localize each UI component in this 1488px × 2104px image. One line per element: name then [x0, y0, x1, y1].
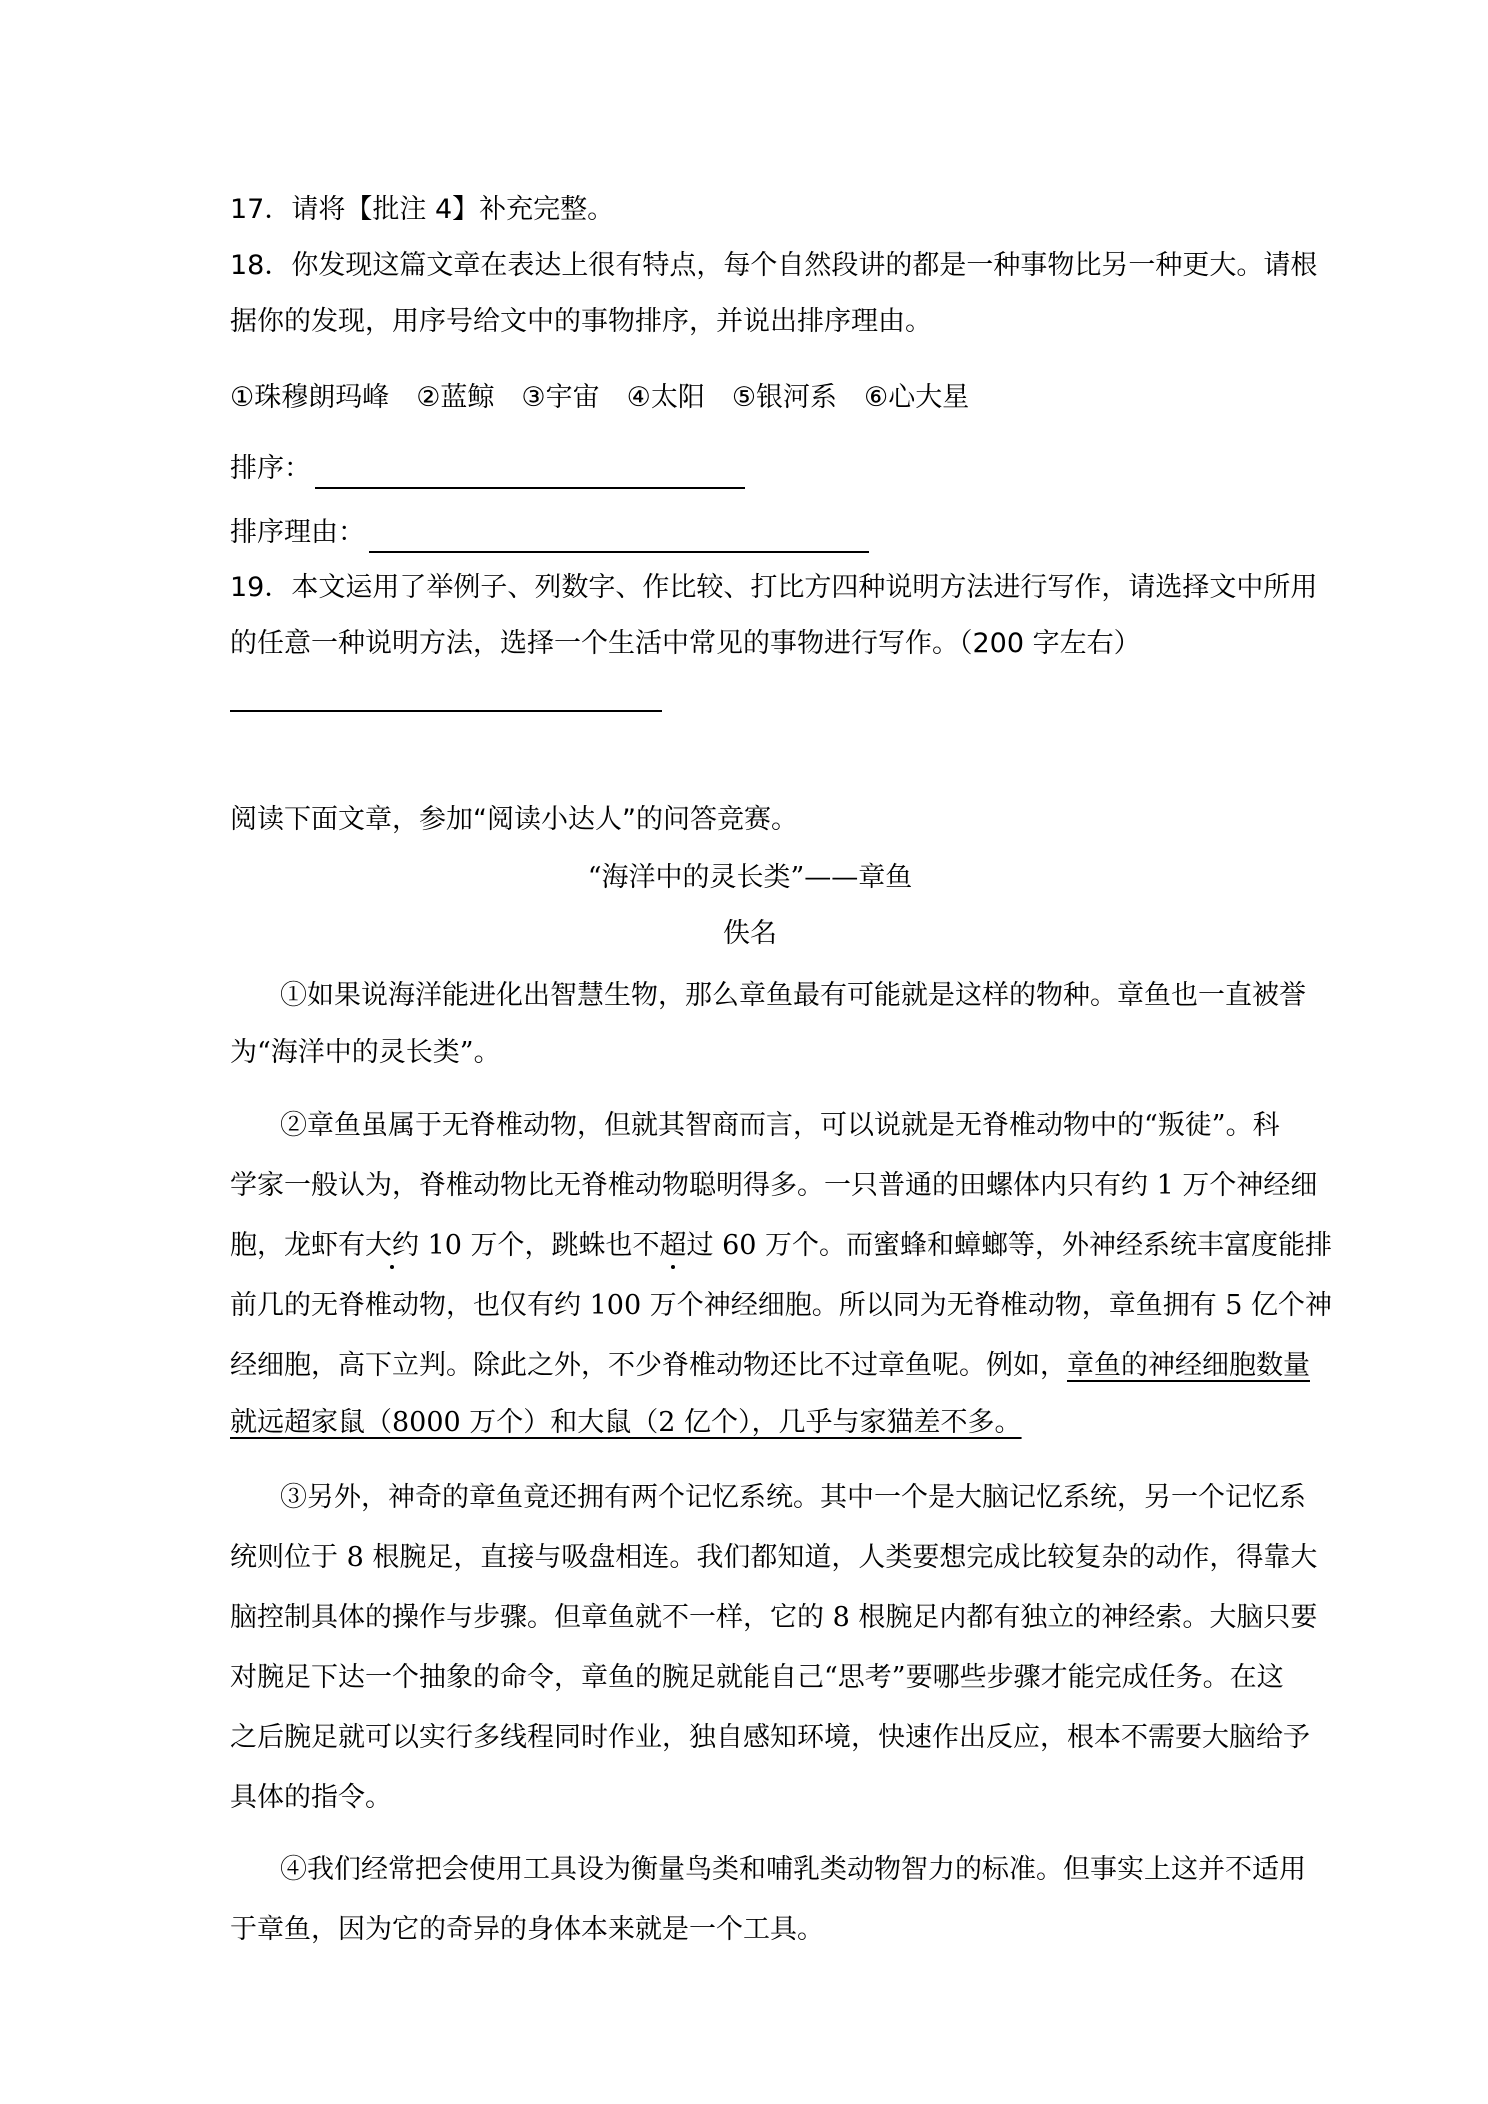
p2-l3-part-c: 60 万个。而蜜蜂和蟑螂等，外神经系统丰富度能排: [713, 1230, 1333, 1261]
article-author: 佚名: [723, 918, 777, 949]
paragraph-2-line-5: [230, 1346, 1310, 1386]
p2-l3-part-b: 10 万个，跳蛛也: [419, 1230, 633, 1261]
paragraph-3-line-5: 之后腕足就可以实行多线程同时作业，独自感知环境，快速作出反应，根本不需要大脑给予: [230, 1722, 1310, 1753]
paragraph-3-line-6: 具体的指令。: [230, 1782, 392, 1813]
question-17: 17．请将【批注 4】补充完整。: [230, 194, 615, 225]
question-18-line-1: 18．你发现这篇文章在表达上很有特点，每个自然段讲的都是一种事物比另一种更大。请根: [230, 250, 1318, 281]
paragraph-3-line-1: ③另外，神奇的章鱼竟还拥有两个记忆系统。其中一个是大脑记忆系统，另一个记忆系: [280, 1482, 1306, 1513]
paragraph-2-line-1: ②章鱼虽属于无脊椎动物，但就其智商而言，可以说就是无脊椎动物中的“叛徒”。科: [280, 1110, 1280, 1141]
underlined-sentence-end: 就远超家鼠（8000 万个）和大鼠（2 亿个），几乎与家猫差不多。: [230, 1407, 1022, 1438]
paragraph-4-line-1: ④我们经常把会使用工具设为衡量鸟类和哺乳类动物智力的标准。但事实上这并不适用: [280, 1854, 1306, 1885]
paragraph-2-line-3: [230, 1226, 1333, 1266]
paragraph-1-line-2: 为“海洋中的灵长类”。: [230, 1037, 501, 1068]
question-18-line-2: 据你的发现，用序号给文中的事物排序，并说出排序理由。: [230, 306, 932, 337]
question-18-items: ①珠穆朗玛峰 ②蓝鲸 ③宇宙 ④太阳 ⑤银河系 ⑥心大星: [230, 382, 970, 413]
paragraph-1-line-1: ①如果说海洋能进化出智慧生物，那么章鱼最有可能就是这样的物种。章鱼也一直被誉: [280, 980, 1306, 1011]
p2-l5-plain: 经细胞，高下立判。除此之外，不少脊椎动物还比不过章鱼呢。例如，: [230, 1350, 1067, 1381]
order-label: 排序：: [230, 453, 311, 484]
paragraph-3-line-2: 统则位于 8 根腕足，直接与吸盘相连。我们都知道，人类要想完成比较复杂的动作，得靠大: [230, 1542, 1318, 1573]
reason-row: [230, 513, 1270, 553]
question-19-line-2: 的任意一种说明方法，选择一个生活中常见的事物进行写作。（200 字左右）: [230, 628, 1141, 659]
p2-l3-part-a: 胞，龙虾有: [230, 1230, 365, 1261]
paragraph-3-line-4: 对腕足下达一个抽象的命令，章鱼的腕足就能自己“思考”要哪些步骤才能完成任务。在这: [230, 1662, 1284, 1693]
paragraph-2-line-6: [230, 1403, 1270, 1443]
paragraph-3-line-3: 脑控制具体的操作与步骤。但章鱼就不一样，它的 8 根腕足内都有独立的神经索。大脑只要: [230, 1602, 1318, 1633]
paragraph-4-line-2: 于章鱼，因为它的奇异的身体本来就是一个工具。: [230, 1914, 824, 1945]
article-title: “海洋中的灵长类”——章鱼: [587, 862, 913, 893]
question-19-line-1: 19．本文运用了举例子、列数字、作比较、打比方四种说明方法进行写作，请选择文中所用: [230, 572, 1318, 603]
emphasis-dot-word-2: 不超过: [632, 1230, 714, 1261]
paragraph-2-line-4: 前几的无脊椎动物，也仅有约 100 万个神经细胞。所以同为无脊椎动物，章鱼拥有 5 亿个神: [230, 1290, 1333, 1321]
order-row: [230, 449, 1270, 489]
reading-intro: 阅读下面文章，参加“阅读小达人”的问答竞赛。: [230, 804, 798, 835]
writing-answer-line[interactable]: [230, 710, 662, 712]
reason-answer-blank[interactable]: [369, 521, 869, 553]
emphasis-dot-word-1: 大约: [365, 1230, 419, 1261]
paragraph-2-line-2: 学家一般认为，脊椎动物比无脊椎动物聪明得多。一只普通的田螺体内只有约 1 万个神经细: [230, 1170, 1318, 1201]
order-answer-blank[interactable]: [315, 457, 745, 489]
reason-label: 排序理由：: [230, 517, 365, 548]
underlined-sentence-start: 章鱼的神经细胞数量: [1067, 1350, 1310, 1381]
